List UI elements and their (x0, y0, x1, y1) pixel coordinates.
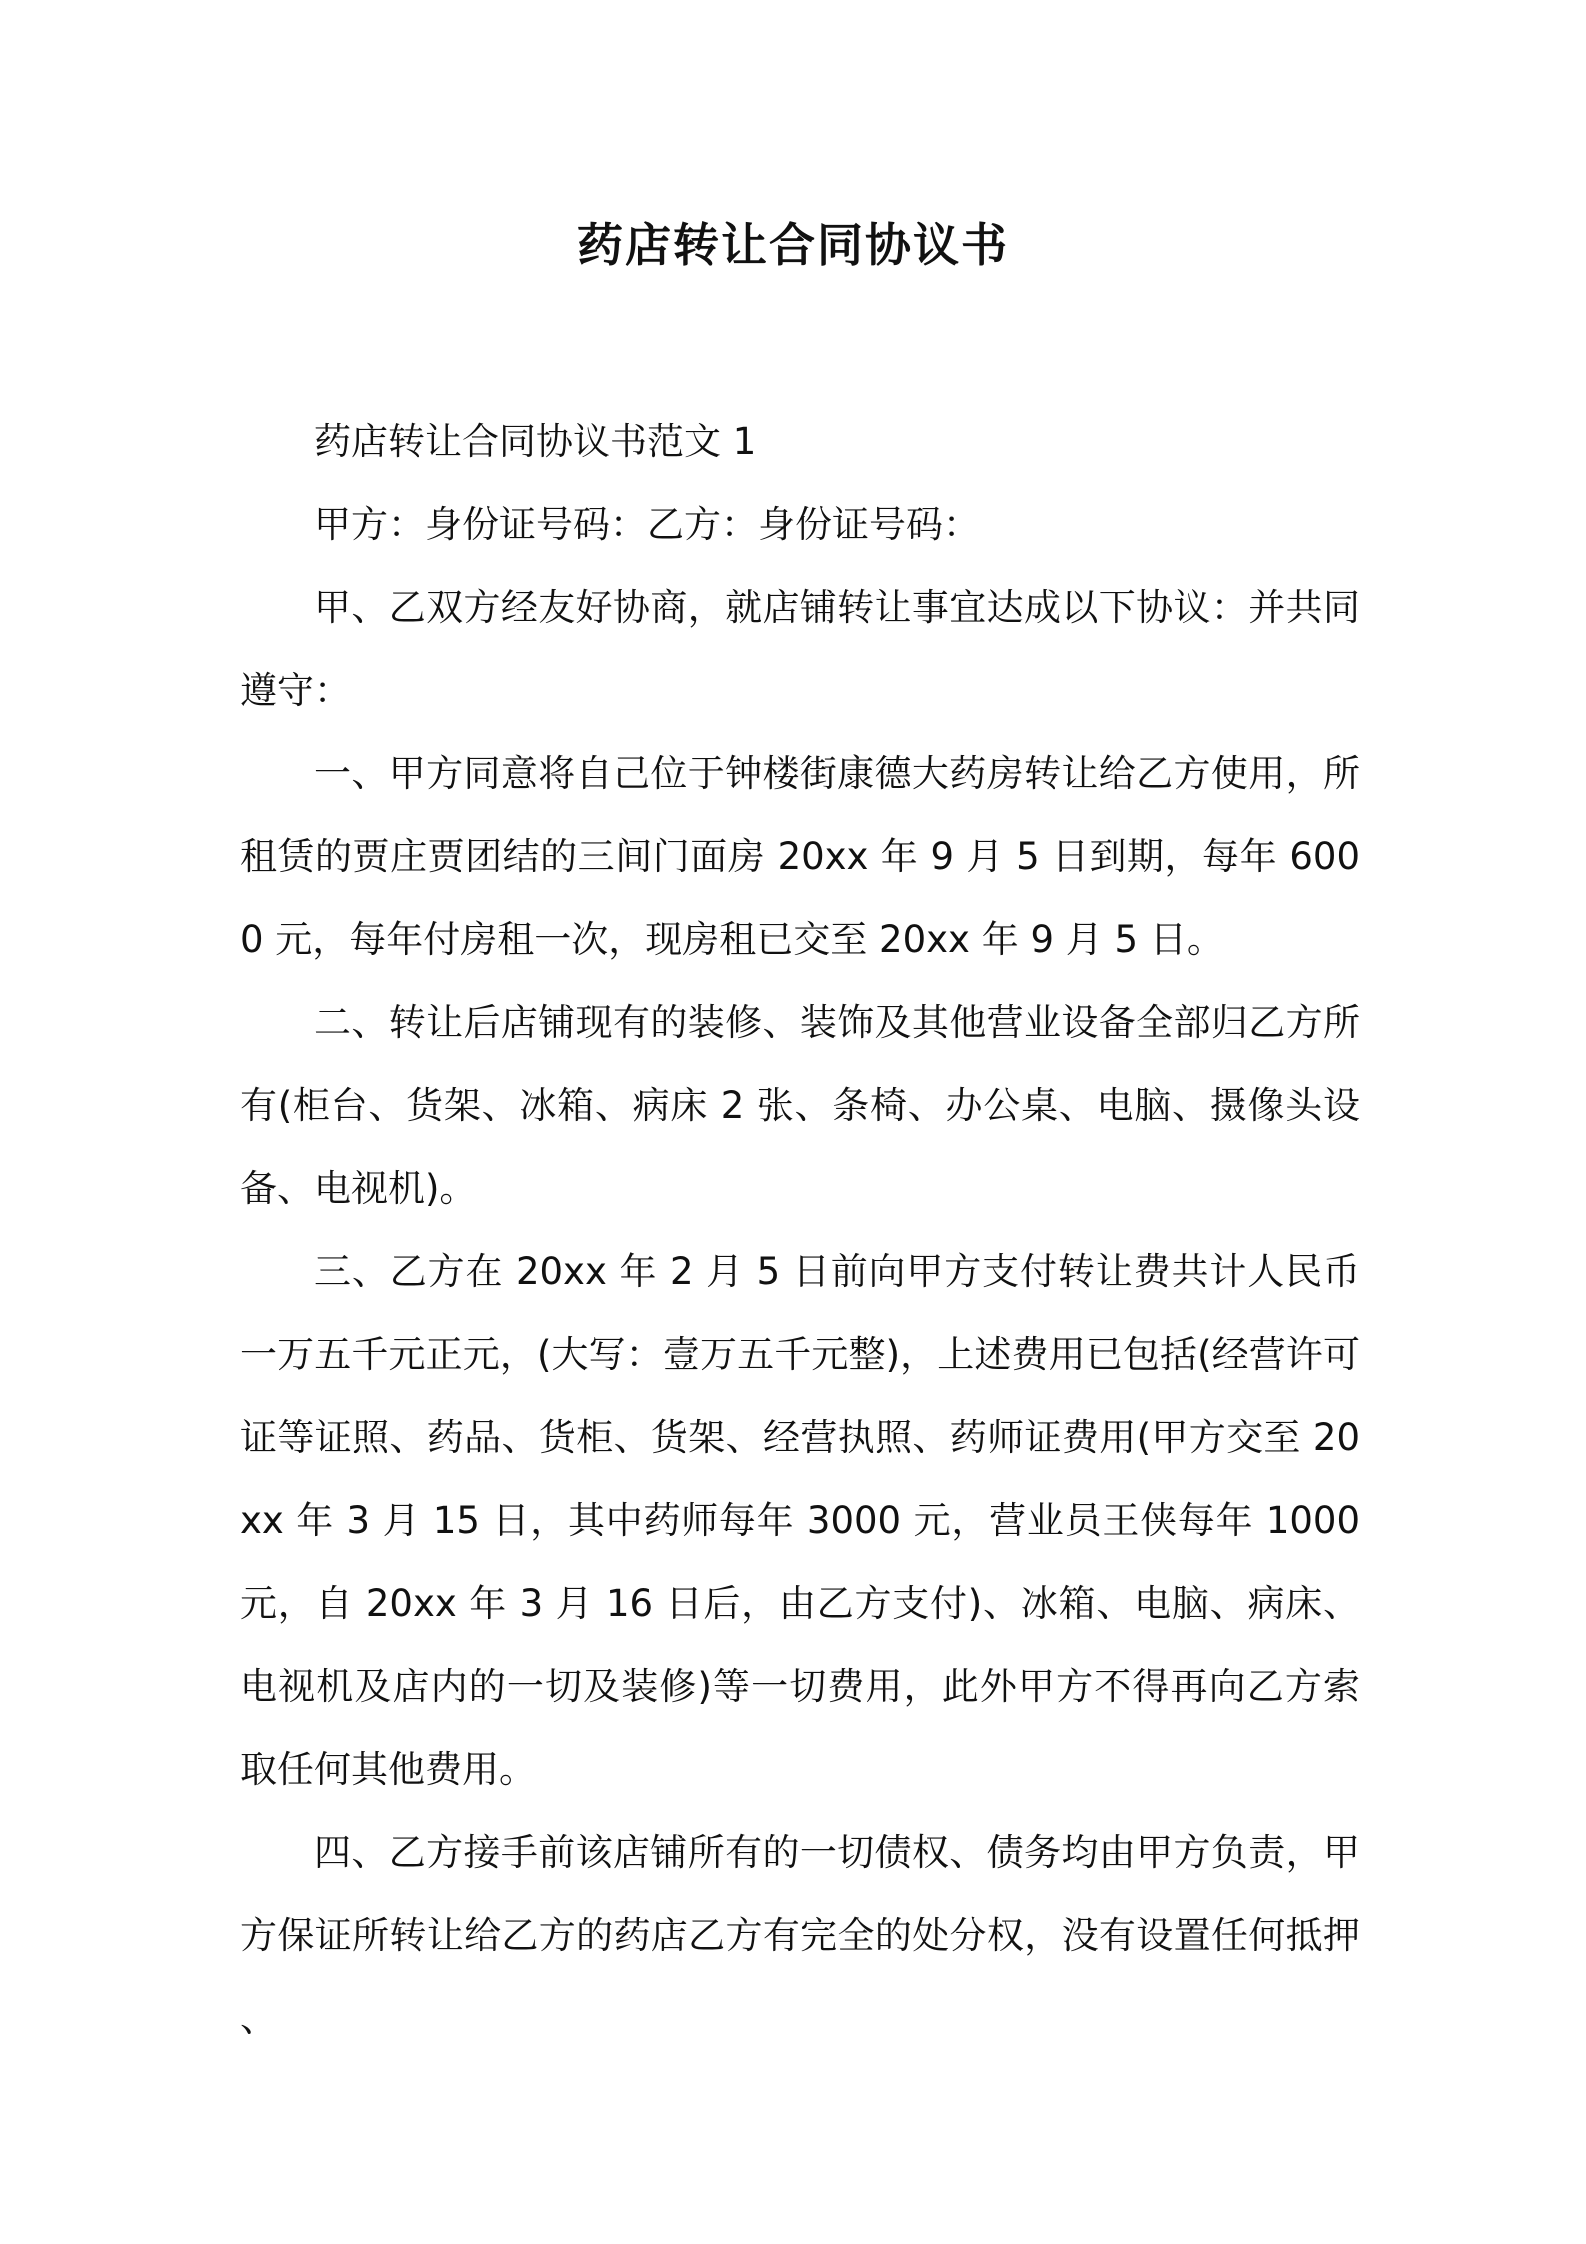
paragraph-parties: 甲方：身份证号码：乙方：身份证号码： (314, 503, 980, 546)
paragraph-clause-4: 四、乙方接手前该店铺所有的一切债权、债务均由甲方负责，甲方保证所转让给乙方的药店乙方有完全的处分权，没有设置任何抵押、 (240, 1831, 1360, 2040)
document-body (240, 400, 1360, 2060)
paragraph-sample-heading: 药店转让合同协议书范文 1 (314, 420, 757, 463)
paragraph-clause-3: 三、乙方在 20xx 年 2 月 5 日前向甲方支付转让费共计人民币一万五千元正元，(大写：壹万五千元整)，上述费用已包括(经营许可证等证照、药品、货柜、货架、经营执照、药师证费用(甲方交至 20xx 年 3 月 15 日，其中药师每年 3000 元，营业员王侠每年 1000 元，自 20xx 年 3 月 16 日后，由乙方支付)、冰箱、电脑、病床、电视机及店内的一切及装修)等一切费用，此外甲方不得再向乙方索取任何其他费用。 (240, 1250, 1360, 1791)
paragraph-preamble: 甲、乙双方经友好协商，就店铺转让事宜达成以下协议：并共同遵守： (240, 586, 1360, 712)
paragraph-clause-1: 一、甲方同意将自己位于钟楼街康德大药房转让给乙方使用，所租赁的贾庄贾团结的三间门面房 20xx 年 9 月 5 日到期，每年 6000 元，每年付房租一次，现房租已交至 20xx 年 9 月 5 日。 (240, 752, 1360, 961)
paragraph-clause-2: 二、转让后店铺现有的装修、装饰及其他营业设备全部归乙方所有(柜台、货架、冰箱、病床 2 张、条椅、办公桌、电脑、摄像头设备、电视机)。 (240, 1001, 1360, 1210)
document-title: 药店转让合同协议书 (577, 218, 1009, 272)
